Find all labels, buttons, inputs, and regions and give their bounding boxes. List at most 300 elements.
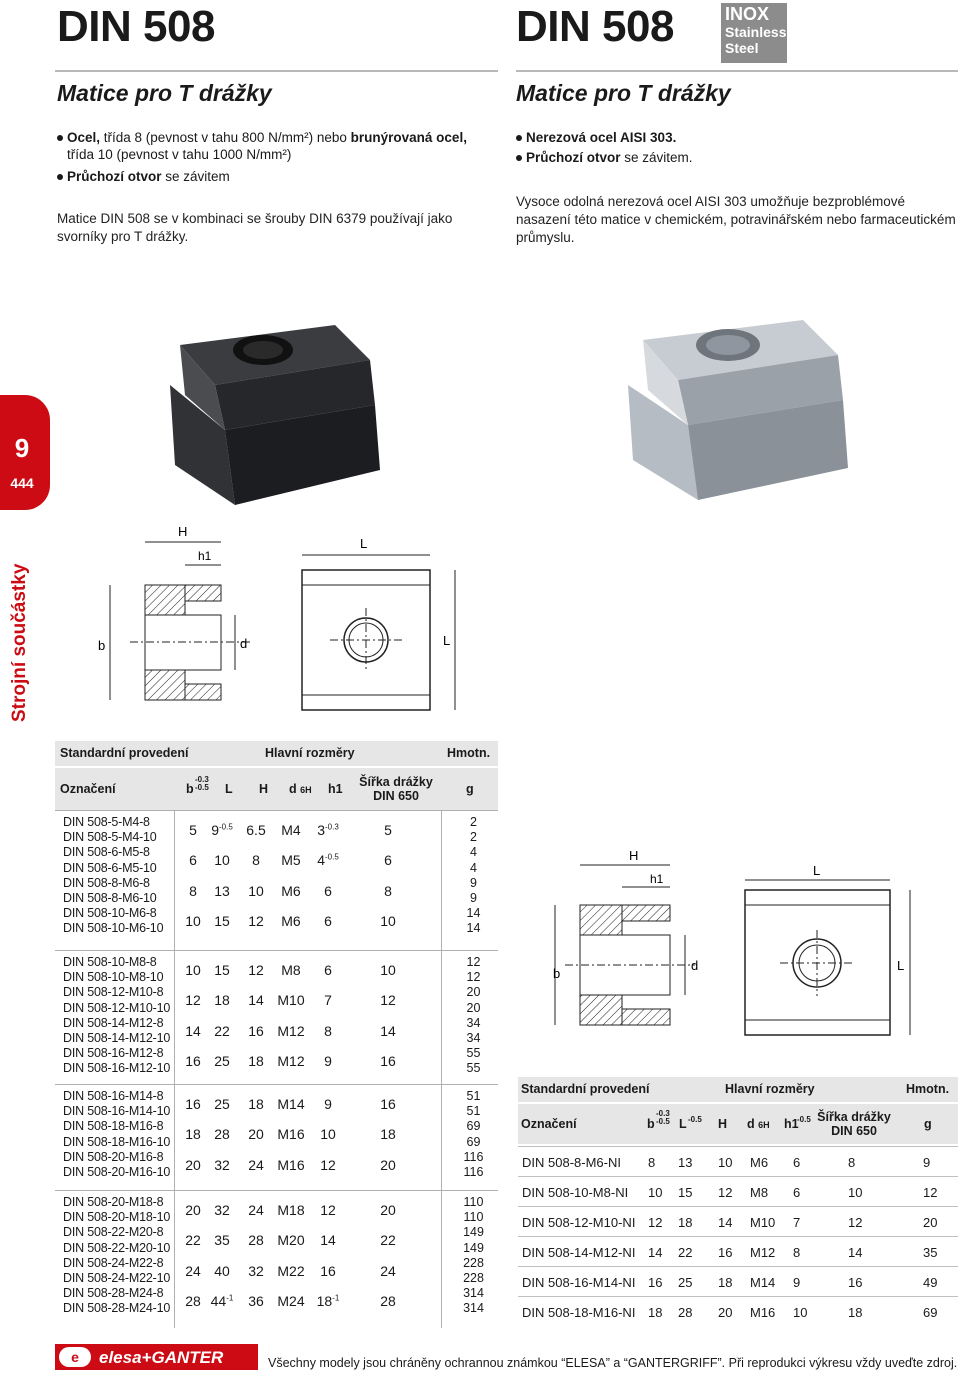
col-b-tol: -0.3 [195,775,209,784]
row-mass: 314 [463,1301,484,1316]
col-slot-width-line: Šířka drážky [359,775,433,789]
label-b: b [553,966,561,981]
cell-H: 36 [248,1293,264,1310]
cell-h1: 9 [324,1096,332,1112]
row-mass: 110 [463,1210,484,1225]
col-H: H [718,1117,728,1131]
cell-d: M8 [281,962,301,978]
cell-b: 18 [185,1126,201,1143]
column-divider [174,810,175,1328]
cell-L: 32 [214,1202,230,1218]
bullet-bold: Průchozí otvor [67,169,162,184]
row-mass: 69 [466,1134,481,1149]
row-code: DIN 508-8-M6-8 [63,875,150,890]
page-title-left: DIN 508 [57,2,215,51]
row-code: DIN 508-16-M14-10 [63,1104,171,1119]
section-label: Strojní součástky [9,563,30,722]
col-g: g [466,782,474,796]
cell-L: 15 [214,913,230,930]
bullet-text: třída 10 (pevnost v tahu 1000 N/mm²) [67,147,292,162]
label-h1: h1 [198,549,212,563]
row-code: DIN 508-10-M8-8 [63,955,157,969]
column-divider [441,810,442,1328]
cell-L: 22 [214,1022,230,1039]
footer-copyright: Všechny modely jsou chráněny ochrannou známkou “ELESA” a “GANTERGRIFF”. Při reprodukci výkresu vždy uveďte zdroj. [268,1356,958,1370]
section-hatch-top [622,905,670,921]
col-d-sub: 6H [758,1120,770,1130]
cell-g: 9 [923,1155,931,1170]
row-code: DIN 508-22-M20-8 [63,1225,164,1240]
row-code: DIN 508-18-M16-8 [63,1119,164,1134]
row-mass: 34 [466,1015,481,1030]
row-mass: 55 [466,1046,481,1061]
row-code: DIN 508-16-M12-10 [63,1061,171,1076]
cell-h1: $18^{-1}$ [316,1293,340,1310]
t-nut-stainless-image [618,300,858,505]
cell-h1: 10 [793,1305,808,1320]
bullet-hole-left [57,168,230,185]
row-code: DIN 508-14-M12-10 [63,1031,171,1045]
cell-w: 10 [380,962,396,978]
row-mass: 314 [463,1286,484,1301]
row-mass: 4 [470,860,477,875]
cell-w: 12 [848,1215,863,1230]
cell-L: 13 [214,882,230,899]
col-b-tol: -0.5 [195,783,209,792]
col-L-tol: -0.5 [688,1115,702,1124]
row-mass: 228 [463,1255,484,1270]
header-standard: Standardní provedení [521,1082,650,1096]
row-mass: 228 [463,1271,484,1285]
cell-tolerance: -0.5 [325,852,339,862]
cell-H: 10 [248,882,264,899]
cell-w: 18 [380,1126,396,1143]
bullet-text: se závitem. [620,150,693,165]
row-mass: 9 [470,875,477,890]
bullet-material-left [57,129,497,163]
cell-L: 22 [678,1245,693,1260]
cell-b: 14 [648,1245,663,1260]
bullet-bold: brunýrovaná ocel, [350,130,467,145]
section-hatch-bottom [622,1009,670,1025]
header-standard: Standardní provedení [60,746,189,760]
row-code: DIN 508-8-M6-10 [63,891,157,905]
cell-w: 14 [848,1245,863,1260]
cell-h1: 12 [320,1156,336,1173]
header-main-dimensions: Hlavní rozměry [725,1082,815,1096]
cell-H: 14 [248,992,264,1009]
row-mass: 149 [463,1240,484,1255]
row-code: DIN 508-14-M12-8 [63,1015,164,1030]
cell-h1: 9 [793,1275,801,1290]
bullet-bold: Ocel, [67,130,101,145]
cell-w: 8 [848,1155,856,1170]
label-d: d [240,636,248,651]
cell-b: 8 [189,882,197,899]
row-mass: 2 [470,815,477,829]
row-code: DIN 508-20-M16-8 [63,1149,164,1164]
cell-L: 40 [214,1262,230,1279]
label-H: H [178,524,188,539]
table-row [518,1176,958,1206]
bullet-bold: Průchozí otvor [526,150,621,165]
row-code: DIN 508-20-M16-10 [63,1165,171,1179]
cell-w: 16 [380,1053,396,1070]
table-row [518,1266,958,1296]
cell-d: M24 [277,1293,305,1310]
cell-H: 24 [248,1202,264,1218]
col-slot-width-line: DIN 650 [831,1124,877,1138]
bullet-dot [57,135,63,141]
row-mass: 51 [466,1104,481,1119]
cell-g: 20 [923,1215,938,1230]
cell-L: $9^{-0.5}$ [211,822,233,838]
cell-H: 20 [248,1126,264,1143]
bullet-text: třída 8 (pevnost v tahu 800 N/mm²) nebo [100,130,351,145]
cell-tolerance: -0.3 [325,822,339,832]
cell-h1: $3^{-0.3}$ [317,822,339,838]
row-mass: 69 [466,1119,481,1134]
cell-L: 25 [214,1053,230,1070]
cell-L: $44^{-1}$ [210,1293,234,1310]
cell-g: 35 [923,1245,938,1260]
cell-h1: 10 [320,1126,336,1143]
cell-H: 20 [718,1305,733,1320]
logo-right-text: GANTER [151,1348,224,1367]
cell-h1: $4^{-0.5}$ [317,852,339,869]
col-code: Označení [521,1117,577,1131]
subtitle-right: Matice pro T drážky [516,80,731,106]
cell-b: 28 [185,1293,201,1310]
row-mass: 34 [466,1031,481,1045]
cell-b: 16 [648,1275,663,1290]
thread-inner [706,335,750,355]
cell-b: 16 [185,1096,201,1112]
cell-b: 6 [189,852,197,869]
chapter-tab [0,395,50,510]
cell-d: M12 [750,1245,776,1260]
row-mass: 9 [470,891,477,905]
cell-code: DIN 508-16-M14-NI [522,1275,636,1290]
row-code: DIN 508-12-M10-8 [63,985,164,1000]
cell-d: M14 [277,1096,305,1112]
cell-g: 12 [923,1185,938,1200]
cell-code: DIN 508-14-M12-NI [522,1245,636,1260]
logo-text: elesa+GANTER [99,1348,224,1367]
cell-d: M10 [750,1215,776,1230]
row-code: DIN 508-10-M6-8 [63,906,157,921]
cell-w: 12 [380,992,396,1009]
cell-d: M14 [750,1275,776,1290]
cell-H: 18 [248,1096,264,1112]
row-code: DIN 508-22-M20-10 [63,1240,171,1255]
cell-H: 12 [718,1185,733,1200]
cell-w: 16 [380,1096,396,1112]
col-d-sub: 6H [300,785,312,795]
cell-w: 8 [384,882,392,899]
cell-b: 20 [185,1156,201,1173]
cell-L: 28 [214,1126,230,1143]
cell-w: 28 [380,1293,396,1310]
row-mass: 12 [466,970,481,985]
description-right: Vysoce odolná nerezová ocel AISI 303 umožňuje bezproblémové nasazení této matice v chemickém, potravinářském nebo farmaceutickém průmyslu. [516,194,956,245]
row-code: DIN 508-20-M18-10 [63,1210,171,1225]
cell-L: 18 [214,992,230,1009]
cell-H: 16 [718,1245,733,1260]
cell-b: 20 [185,1202,201,1218]
cell-H: 12 [248,913,264,930]
page-number: 444 [10,475,34,491]
table-row [518,1296,958,1326]
bullet-dot [516,135,522,141]
cell-H: 18 [718,1275,733,1290]
cell-L: 32 [214,1156,230,1173]
cell-b: 16 [185,1053,201,1070]
row-code: DIN 508-5-M4-8 [63,815,150,829]
bullet-dot [57,174,63,180]
logo-mark-icon: e [59,1347,91,1367]
section-hatch-bottom-flange [145,670,185,700]
cell-d: M8 [750,1185,769,1200]
cell-d: M16 [277,1126,305,1143]
cell-H: 6.5 [246,822,266,838]
cell-d: M10 [277,992,305,1009]
section-hatch-top [185,585,221,601]
badge-title: INOX [725,4,770,24]
col-d [289,782,312,796]
cell-H: 16 [248,1022,264,1039]
label-L-side: L [443,633,451,648]
cell-d: M16 [750,1305,776,1320]
cell-L: 13 [678,1155,693,1170]
col-L: L [225,782,233,796]
col-d [747,1117,770,1131]
section-hatch-top-flange [580,905,622,935]
bullet-material-right [516,129,676,146]
chapter-number: 9 [14,433,30,463]
cell-g: 49 [923,1275,938,1290]
row-code: DIN 508-6-M5-10 [63,860,157,875]
cell-tolerance: -1 [332,1293,340,1303]
cell-d: M12 [277,1053,305,1070]
divider [55,70,498,72]
cell-h1: 12 [320,1202,336,1218]
cell-b: 22 [185,1232,201,1249]
row-mass: 14 [466,921,481,936]
col-b: b [647,1117,655,1131]
cell-w: 10 [848,1185,863,1200]
description-left: Matice DIN 508 se v kombinaci se šrouby DIN 6379 používají jako svorníky pro T drážky. [57,211,453,244]
row-mass: 12 [466,955,481,969]
technical-drawing-right [545,845,945,1045]
cell-b: 10 [185,913,201,930]
bullet-hole-right [516,149,693,166]
column-header-bar [518,1104,958,1144]
cell-h1: 7 [324,992,332,1009]
cell-L: 18 [678,1215,693,1230]
cell-b: 14 [185,1022,201,1039]
bullet-text: se závitem [161,169,230,184]
row-code: DIN 508-18-M16-10 [63,1134,171,1149]
cell-b: 10 [648,1185,663,1200]
cell-H: 24 [248,1156,264,1173]
col-h1: h1 [784,1117,799,1131]
label-L: L [360,536,368,551]
row-mass: 55 [466,1061,481,1076]
row-mass: 2 [470,830,477,845]
row-code: DIN 508-10-M6-10 [63,921,164,936]
row-code: DIN 508-24-M22-10 [63,1271,171,1285]
cell-d: M22 [277,1262,305,1279]
divider [516,70,958,72]
t-nut-black-image [155,305,385,505]
col-g: g [924,1117,932,1131]
cell-tolerance: -0.5 [219,822,233,832]
cell-w: 18 [848,1305,863,1320]
col-code: Označení [60,782,116,796]
col-slot-width-line: DIN 650 [373,789,419,803]
row-mass: 51 [466,1089,481,1103]
cell-h1: 6 [793,1155,801,1170]
row-code: DIN 508-28-M24-10 [63,1301,171,1316]
cell-d: M6 [281,882,301,899]
cell-b: 12 [185,992,201,1009]
page-title-right: DIN 508 [516,2,674,51]
cell-w: 6 [384,852,392,869]
section-hatch-bottom-flange [580,995,622,1025]
cell-H: 18 [248,1053,264,1070]
cell-d: M6 [281,913,301,930]
row-code: DIN 508-28-M24-8 [63,1286,164,1301]
col-b-tol: -0.5 [656,1117,670,1126]
technical-drawing-left [90,520,480,715]
cell-H: 32 [248,1262,264,1279]
row-mass: 20 [466,1000,481,1015]
cell-d: M20 [277,1232,305,1249]
badge-line: Steel [725,40,759,56]
row-code: DIN 508-16-M14-8 [63,1089,164,1103]
cell-H: 14 [718,1215,733,1230]
row-code: DIN 508-24-M22-8 [63,1255,164,1270]
col-b: b [186,782,194,796]
cell-H: 28 [248,1232,264,1249]
table-row [518,1146,958,1176]
cell-h1: 8 [324,1022,332,1039]
cell-d: M4 [281,822,301,838]
logo-left-text: elesa [99,1348,142,1367]
row-mass: 20 [466,985,481,1000]
thread-inner [243,341,283,359]
row-mass: 110 [463,1195,484,1209]
table-row [518,1206,958,1236]
cell-d: M18 [277,1202,305,1218]
cell-d: M16 [277,1156,305,1173]
cell-w: 10 [380,913,396,930]
col-h1-tol: -0.5 [797,1115,811,1124]
row-code: DIN 508-6-M5-8 [63,845,150,860]
cell-b: 24 [185,1262,201,1279]
cell-H: 10 [718,1155,733,1170]
header-mass: Hmotn. [906,1082,950,1096]
cell-L: 25 [214,1096,230,1112]
row-code: DIN 508-16-M12-8 [63,1046,164,1061]
cell-h1: 6 [793,1185,801,1200]
header-mass: Hmotn. [447,746,491,760]
cell-b: 10 [185,962,201,978]
cell-w: 5 [384,822,392,838]
subtitle-left: Matice pro T drážky [57,80,272,106]
cell-h1: 14 [320,1232,336,1249]
col-slot-width [816,1110,892,1138]
cell-L: 25 [678,1275,693,1290]
elesa-ganter-logo [55,1344,258,1370]
cell-w: 20 [380,1156,396,1173]
cell-h1: 6 [324,913,332,930]
cell-w: 24 [380,1262,396,1279]
label-h1: h1 [650,872,664,886]
cell-L: 35 [214,1232,230,1249]
cell-L: 10 [214,852,230,869]
cell-h1: 7 [793,1215,801,1230]
cell-b: 8 [648,1155,656,1170]
cell-d: M12 [277,1022,305,1039]
badge-line: Stainless [725,24,787,40]
cell-tolerance: -1 [226,1293,234,1303]
col-L: L [679,1117,687,1131]
cell-L: 15 [214,962,230,978]
section-hatch-bottom [185,684,221,700]
row-code: DIN 508-10-M8-10 [63,970,164,985]
row-mass: 4 [470,845,477,860]
row-mass: 116 [463,1149,484,1164]
cell-d: M6 [750,1155,769,1170]
cell-h1: 6 [324,962,332,978]
row-mass: 14 [466,906,481,921]
cell-H: 12 [248,962,264,978]
inox-badge [721,3,787,63]
cell-h1: 8 [793,1245,801,1260]
col-d-label: d [289,782,297,796]
col-slot-width-line: Šířka drážky [817,1110,891,1124]
row-code: DIN 508-20-M18-8 [63,1195,164,1209]
cell-code: DIN 508-12-M10-NI [522,1215,636,1230]
cell-L: 15 [678,1185,693,1200]
row-code: DIN 508-5-M4-10 [63,830,157,845]
col-slot-width [358,775,434,803]
cell-w: 16 [848,1275,863,1290]
col-H: H [259,782,269,796]
col-b-tol: -0.3 [656,1109,670,1118]
cell-H: 8 [252,852,260,869]
cell-b: 12 [648,1215,663,1230]
cell-code: DIN 508-10-M8-NI [522,1185,629,1200]
cell-b: 18 [648,1305,663,1320]
cell-L: 28 [678,1305,693,1320]
row-mass: 149 [463,1225,484,1240]
col-d-label: d [747,1117,755,1131]
row-code: DIN 508-12-M10-10 [63,1000,171,1015]
table-row [518,1236,958,1266]
section-hatch-top-flange [145,585,185,615]
header-main-dimensions: Hlavní rozměry [265,746,355,760]
col-h1: h1 [328,782,343,796]
cell-h1: 6 [324,882,332,899]
bullet-bold: Nerezová ocel AISI 303. [526,130,677,145]
bullet-dot [516,155,522,161]
label-L: L [813,863,821,878]
label-L-side: L [897,958,905,973]
label-b: b [98,638,106,653]
